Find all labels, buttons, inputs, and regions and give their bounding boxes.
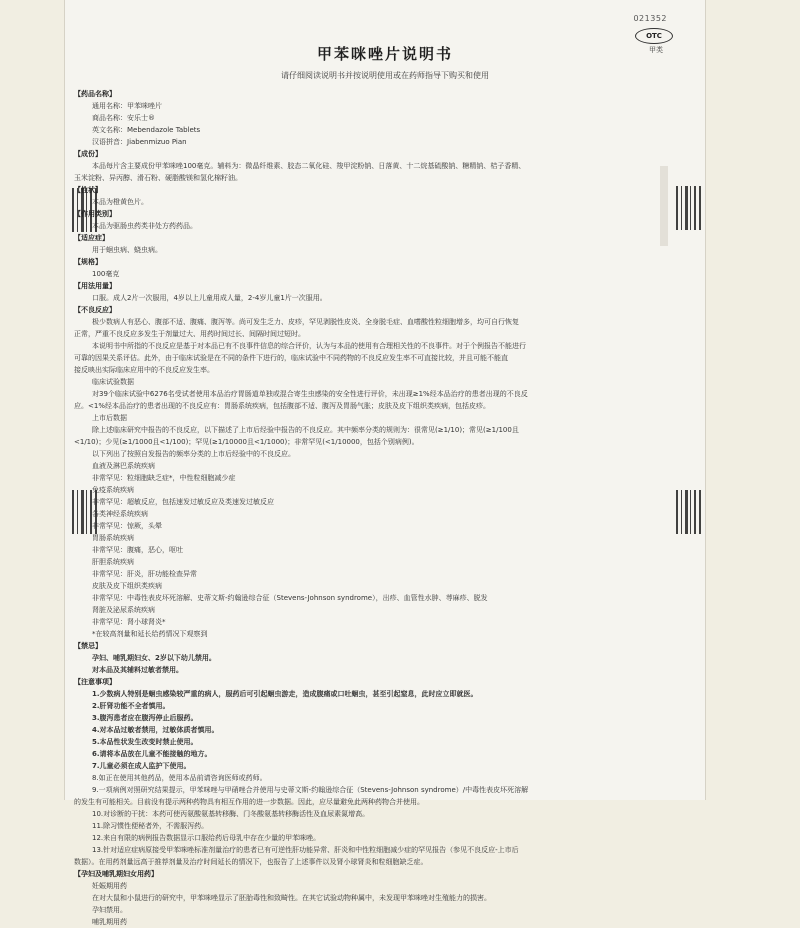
text-line: 非常罕见：惊厥，头晕 (92, 522, 162, 530)
text-line: 本品每片含主要成份甲苯咪唑100毫克。辅料为：微晶纤维素、胶态二氧化硅、羧甲淀粉钠、日落黄、十二烷基硫酸钠、糖精钠、桔子香精、 (92, 162, 526, 170)
text-line: 本品为橙黄色片。 (92, 198, 148, 206)
text-line: 5.本品性状发生改变时禁止使用。 (92, 738, 198, 746)
section-heading: 【用法用量】 (74, 282, 116, 290)
text-line: 以下列出了按照自发报告的频率分类的上市后经验中的不良反应。 (92, 450, 295, 458)
text-line: 可靠的因果关系评估。此外，由于临床试验是在不同的条件下进行的，临床试验中不同药物的不良反应发生率不可直接比较，并且可能不能直 (74, 354, 508, 362)
text-line: 非常罕见：超敏反应，包括速发过敏反应及类速发过敏反应 (92, 498, 274, 506)
text-line: 13.针对适应症病原接受甲苯咪唑标准剂量治疗的患者已有可逆性肝功能异常、肝炎和中性粒细胞减少症的罕见报告（参见不良反应-上市后 (92, 846, 519, 854)
leaflet-subtitle: 请仔细阅读说明书并按说明使用或在药师指导下购买和使用 (281, 71, 489, 80)
section-heading: 【适应症】 (74, 234, 109, 242)
subsection-heading: 肝胆系统疾病 (92, 558, 134, 566)
subsection-heading: 血液及淋巴系统疾病 (92, 462, 155, 470)
text-line: 2.肝肾功能不全者慎用。 (92, 702, 170, 710)
text-line: 非常罕见：中毒性表皮坏死溶解、史蒂文斯-约翰逊综合征（Stevens-Johnson syndrome），出疹、血管性水肿、荨麻疹、脱发 (92, 594, 488, 602)
text-line: 12.来自有限的病例报告数据显示口服给药后母乳中存在少量的甲苯咪唑。 (92, 834, 321, 842)
qr-code-icon (676, 186, 702, 230)
text-line: 7.儿童必须在成人监护下使用。 (92, 762, 191, 770)
text-line: 本说明书中所指的不良反应是基于对本品已有不良事件信息的综合评价，认为与本品的使用有合理相关性的不良事件。对于个例报告不能进行 (92, 342, 526, 350)
section-heading: 【作用类别】 (74, 210, 116, 218)
document-code: 021352 (633, 14, 667, 23)
text-line: 用于蛔虫病、蛲虫病。 (92, 246, 162, 254)
otc-badge: OTC (635, 28, 673, 44)
leaflet-body (74, 88, 630, 928)
subsection-heading: 上市后数据 (92, 414, 127, 422)
section-heading: 【性状】 (74, 186, 102, 194)
section-heading: 【成份】 (74, 150, 102, 158)
section-heading: 【药品名称】 (74, 90, 116, 98)
section-heading: 【不良反应】 (74, 306, 116, 314)
subsection-heading: 临床试验数据 (92, 378, 134, 386)
text-line: 汉语拼音：Jiabenmizuo Pian (92, 138, 187, 146)
leaflet-title: 甲苯咪唑片说明书 (316, 45, 453, 63)
text-line: 9.一项病例对照研究结果提示，甲苯咪唑与甲硝唑合并使用与史蒂文斯-约翰逊综合征（Stevens-Johnson syndrome）/中毒性表皮坏死溶解 (92, 786, 529, 794)
text-line: 对本品及其辅料过敏者禁用。 (92, 666, 183, 674)
text-line: 极少数病人有恶心、腹部不适、腹痛、腹泻等。尚可发生乏力、皮疹，罕见剥脱性皮炎、全身脱毛症、血嗜酸性粒细胞增多，均可自行恢复 (92, 318, 519, 326)
text-line: 非常罕见：腹痛，恶心，呕吐 (92, 546, 183, 554)
text-line: 3.腹泻患者应在腹泻停止后服药。 (92, 714, 198, 722)
text-line: 应。<1%经本品治疗的患者出现的不良反应有：胃肠系统疾病，包括腹部不适、腹泻及胃肠气胀；皮肤及皮下组织类疾病，包括皮疹。 (74, 402, 490, 410)
text-line: <1/10)；少见(≥1/1000且<1/100)；罕见(≥1/10000且<1/1000)；非常罕见(<1/10000，包括个别病例)。 (74, 438, 419, 446)
text-line: 8.如正在使用其他药品，使用本品前请咨询医师或药师。 (92, 774, 267, 782)
footnote: *在较高剂量和延长给药情况下观察到 (92, 630, 208, 638)
qr-code-icon (676, 490, 702, 534)
text-line: 数据）。在用药剂量远高于推荐剂量及治疗时间延长的情况下，也报告了上述事件以及肾小球肾炎和粒细胞缺乏症。 (74, 858, 428, 866)
text-line: 的发生有可能相关。目前没有提示两种药物具有相互作用的进一步数据。因此，应尽量避免此两种药物合并使用。 (74, 798, 424, 806)
section-heading: 【注意事项】 (74, 678, 116, 686)
text-line: 非常罕见：肾小球肾炎* (92, 618, 166, 626)
text-line: 10.对诊断的干扰：本药可使丙氨酸氨基转移酶、门冬酸氨基转移酶活性及血尿素氮增高。 (92, 810, 370, 818)
text-line: 口服。成人2片一次服用，4岁以上儿童用成人量，2-4岁儿童1片一次服用。 (92, 294, 327, 302)
text-line: 正常，严重不良反应多发生于剂量过大、用药时间过长、间隔时间过短时。 (74, 330, 305, 338)
section-heading: 【孕妇及哺乳期妇女用药】 (74, 870, 158, 878)
text-line: 除上述临床研究中报告的不良反应，以下描述了上市后经验中报告的不良反应。其中频率分类的规则为：很常见(≥1/10)；常见(≥1/100且 (92, 426, 519, 434)
text-line: 对39个临床试验中6276名受试者使用本品治疗胃肠道单独或混合寄生虫感染的安全性进行评价，未出现≥1%经本品治疗的患者出现的不良反 (92, 390, 528, 398)
text-line: 通用名称：甲苯咪唑片 (92, 102, 162, 110)
subsection-heading: 妊娠期用药 (92, 882, 127, 890)
text-line: 孕妇、哺乳期妇女、2岁以下幼儿禁用。 (92, 654, 216, 662)
text-line: 商品名称：安乐士® (92, 114, 155, 122)
subsection-heading: 肾脏及泌尿系统疾病 (92, 606, 155, 614)
subsection-heading: 免疫系统疾病 (92, 486, 134, 494)
text-line: 100毫克 (92, 270, 120, 278)
text-line: 接反映出实际临床应用中的不良反应发生率。 (74, 366, 214, 374)
text-line: 4.对本品过敏者禁用，过敏体质者慎用。 (92, 726, 219, 734)
text-line: 1.少数病人特别是蛔虫感染较严重的病人，服药后可引起蛔虫游走，造成腹痛或口吐蛔虫，甚至引起窒息，此时应立即就医。 (92, 690, 478, 698)
section-heading: 【规格】 (74, 258, 102, 266)
text-line: 玉米淀粉、异丙醇、滑石粉、硬脂酸镁和氢化棉籽油。 (74, 174, 242, 182)
subsection-heading: 各类神经系统疾病 (92, 510, 148, 518)
edge-mark (660, 166, 668, 246)
text-line: 本品为驱肠虫药类非处方药药品。 (92, 222, 197, 230)
subsection-heading: 哺乳期用药 (92, 918, 127, 926)
text-line: 非常罕见：粒细胞缺乏症*，中性粒细胞减少症 (92, 474, 236, 482)
otc-class-label: 甲类 (649, 46, 663, 54)
text-line: 6.请将本品放在儿童不能接触的地方。 (92, 750, 212, 758)
text-line: 11.除习惯性便秘者外，不需服泻药。 (92, 822, 209, 830)
text-line: 非常罕见：肝炎，肝功能检查异常 (92, 570, 197, 578)
section-heading: 【禁忌】 (74, 642, 102, 650)
text-line: 英文名称：Mebendazole Tablets (92, 126, 201, 134)
text-line: 在对大鼠和小鼠进行的研究中，甲苯咪唑显示了胚胎毒性和致畸性。在其它试验动物种属中，未发现甲苯咪唑对生殖能力的损害。 (92, 894, 491, 902)
text-line: 孕妇禁用。 (92, 906, 127, 914)
subsection-heading: 皮肤及皮下组织类疾病 (92, 582, 162, 590)
subsection-heading: 胃肠系统疾病 (92, 534, 134, 542)
